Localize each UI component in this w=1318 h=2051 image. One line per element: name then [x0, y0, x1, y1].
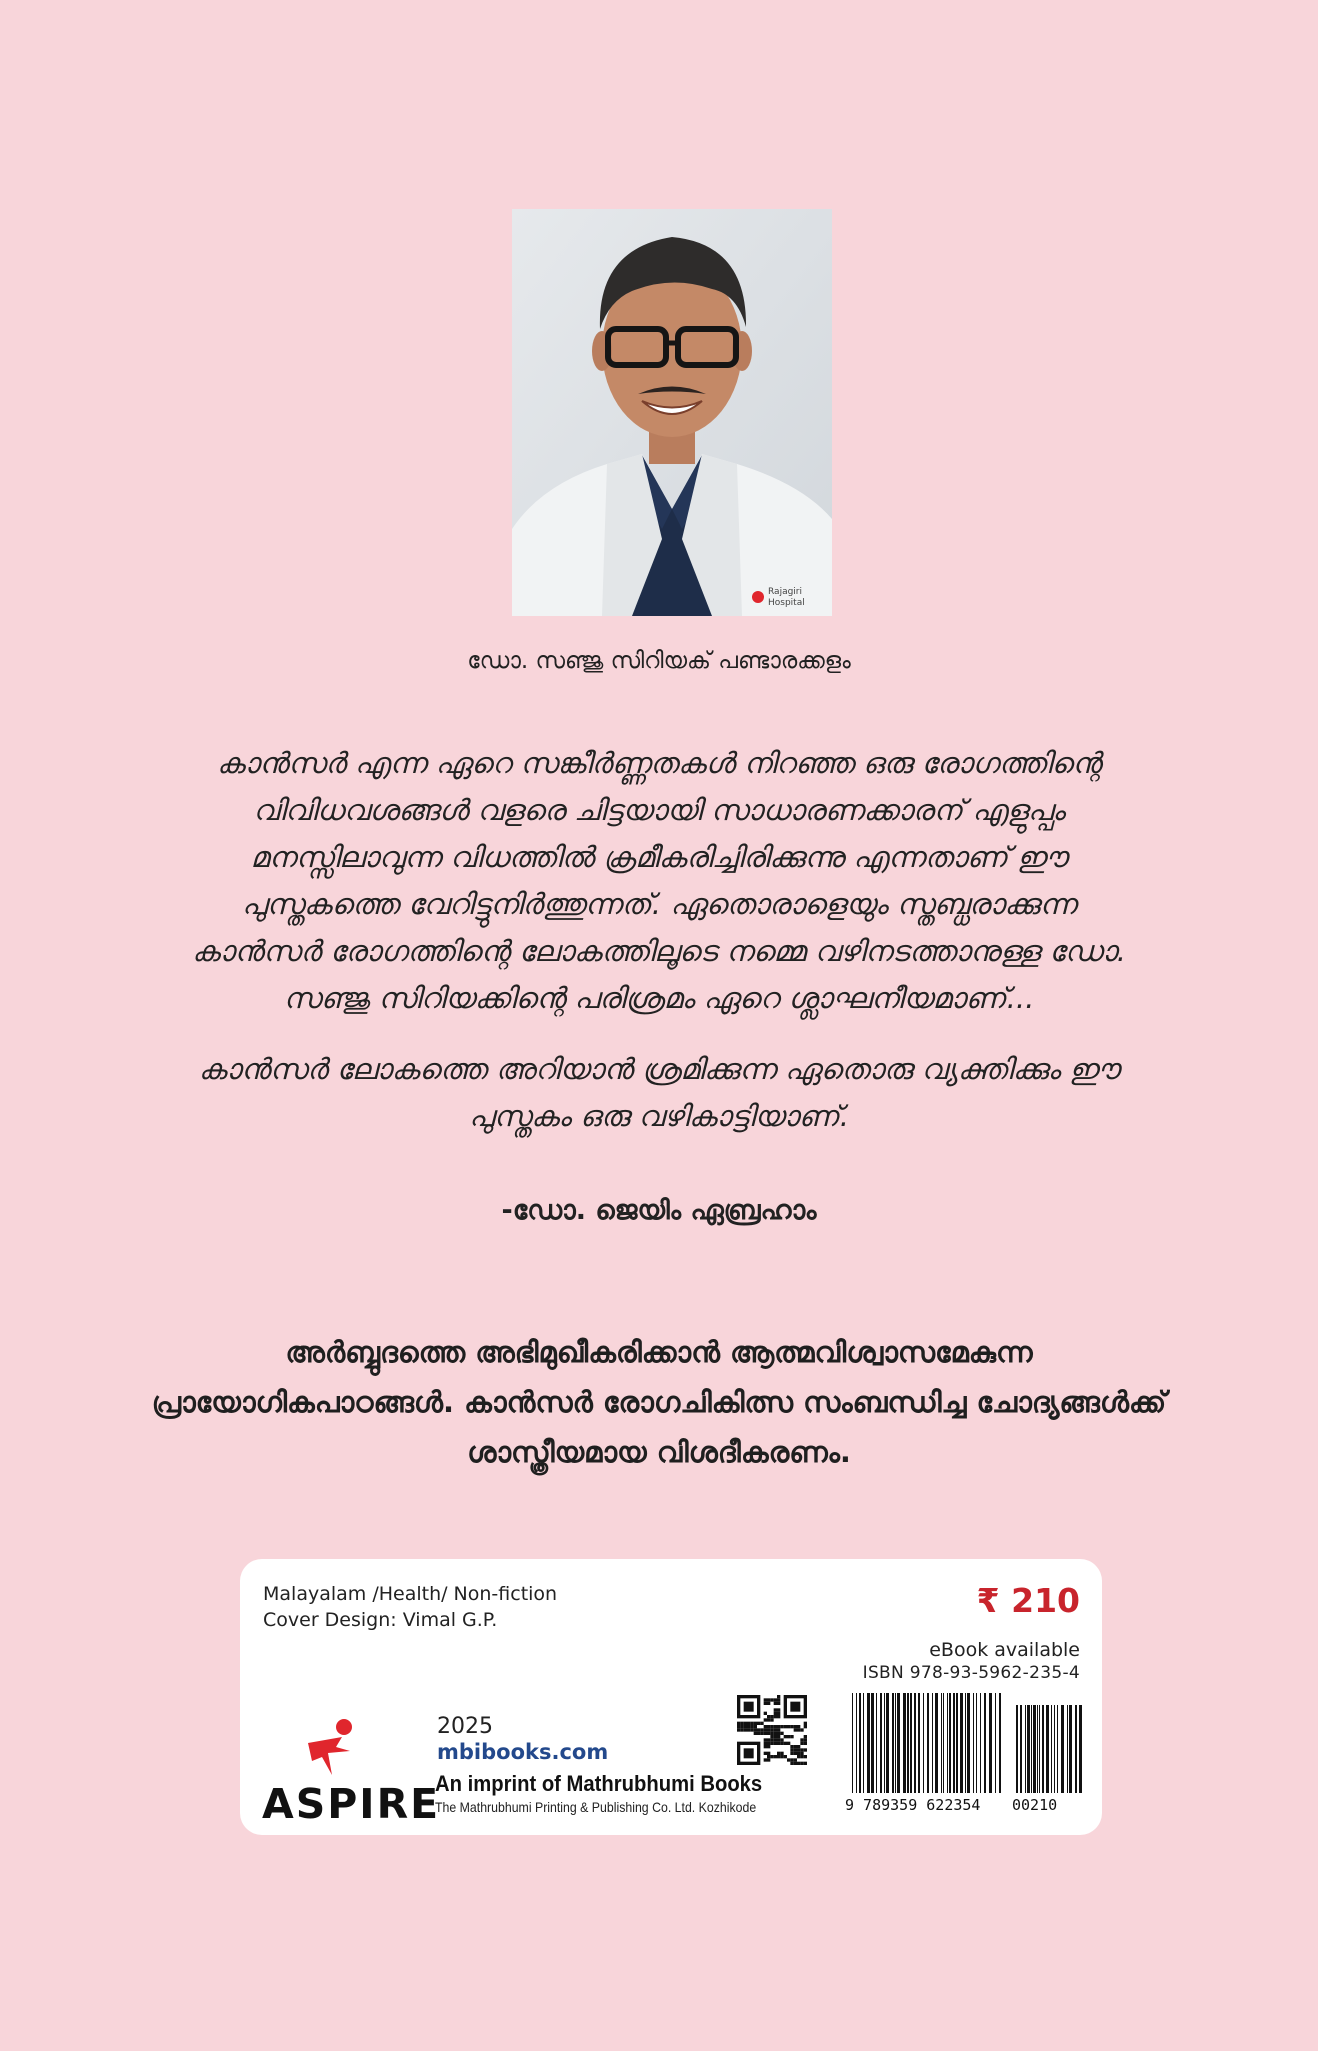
barcode-addon-digits: 00210	[1012, 1796, 1058, 1814]
imprint-line: An imprint of Mathrubhumi Books	[435, 1771, 763, 1796]
blurb-paragraph-1: കാൻസർ എന്ന ഏറെ സങ്കീർണ്ണതകൾ നിറഞ്ഞ ഒരു രോഗത്തിന്റെ വിവിധവശങ്ങൾ വളരെ ചിട്ടയായി സാധാരണക്കാരന് എളുപ്പം മനസ്സിലാവുന്ന വിധത്തിൽ ക്രമീകരിച്ചിരിക്കുന്നു എന്നതാണ് ഈ പുസ്തകത്തെ വേറിട്ടുനിർത്തുന്നത്. ഏതൊരാളെയും സ്തബ്ധരാക്കുന്ന കാൻസർ രോഗത്തിന്റെ ലോകത്തിലൂടെ നമ്മെ വഴിനടത്താനുള്ള ഡോ. സഞ്ജു സിറിയക്കിന്റെ പരിശ്രമം ഏറെ ശ്ലാഘനീയമാണ്...	[191, 746, 1126, 1015]
cover-design-credit: Cover Design: Vimal G.P.	[263, 1609, 498, 1631]
barcode-icon	[850, 1693, 1082, 1793]
ebook-availability: eBook available	[929, 1639, 1080, 1661]
author-name: ഡോ. സഞ്ജു സിറിയക് പണ്ടാരക്കളം	[467, 648, 851, 674]
website-link[interactable]: mbibooks.com	[437, 1740, 609, 1764]
qr-code-icon	[737, 1695, 807, 1765]
tagline: അർബ്ബുദത്തെ അഭിമുഖീകരിക്കാൻ ആത്മവിശ്വാസമേകുന്ന പ്രായോഗികപാഠങ്ങൾ. കാൻസർ രോഗചികിത്സ സംബന്ധിച്ച ചോദ്യങ്ങൾക്ക് ശാസ്ത്രീയമായ വിശദീകരണം.	[151, 1335, 1167, 1469]
author-photo	[512, 209, 832, 616]
info-box	[240, 1559, 1102, 1835]
isbn: ISBN 978-93-5962-235-4	[862, 1663, 1080, 1683]
publisher-line: The Mathrubhumi Printing & Publishing Co. Ltd. Kozhikode	[435, 1799, 757, 1815]
aspire-logo-text: ASPIRE	[262, 1780, 441, 1828]
blurb-paragraph-2: കാൻസർ ലോകത്തെ അറിയാൻ ശ്രമിക്കുന്ന ഏതൊരു വ്യക്തിക്കും ഈ പുസ്തകം ഒരു വഴികാട്ടിയാണ്.	[198, 1052, 1120, 1133]
barcode-digits: 9 789359 622354	[845, 1796, 981, 1814]
svg-text:Hospital: Hospital	[768, 598, 805, 608]
publication-year: 2025	[437, 1714, 493, 1739]
genre-label: Malayalam /Health/ Non-fiction	[263, 1583, 558, 1605]
price: ₹ 210	[976, 1581, 1080, 1620]
aspire-logo-icon	[302, 1717, 362, 1777]
svg-text:Rajagiri: Rajagiri	[768, 587, 803, 597]
blurb	[180, 740, 1138, 1140]
blurb-attribution: -ഡോ. ജെയിം ഏബ്രഹാം	[501, 1195, 817, 1226]
